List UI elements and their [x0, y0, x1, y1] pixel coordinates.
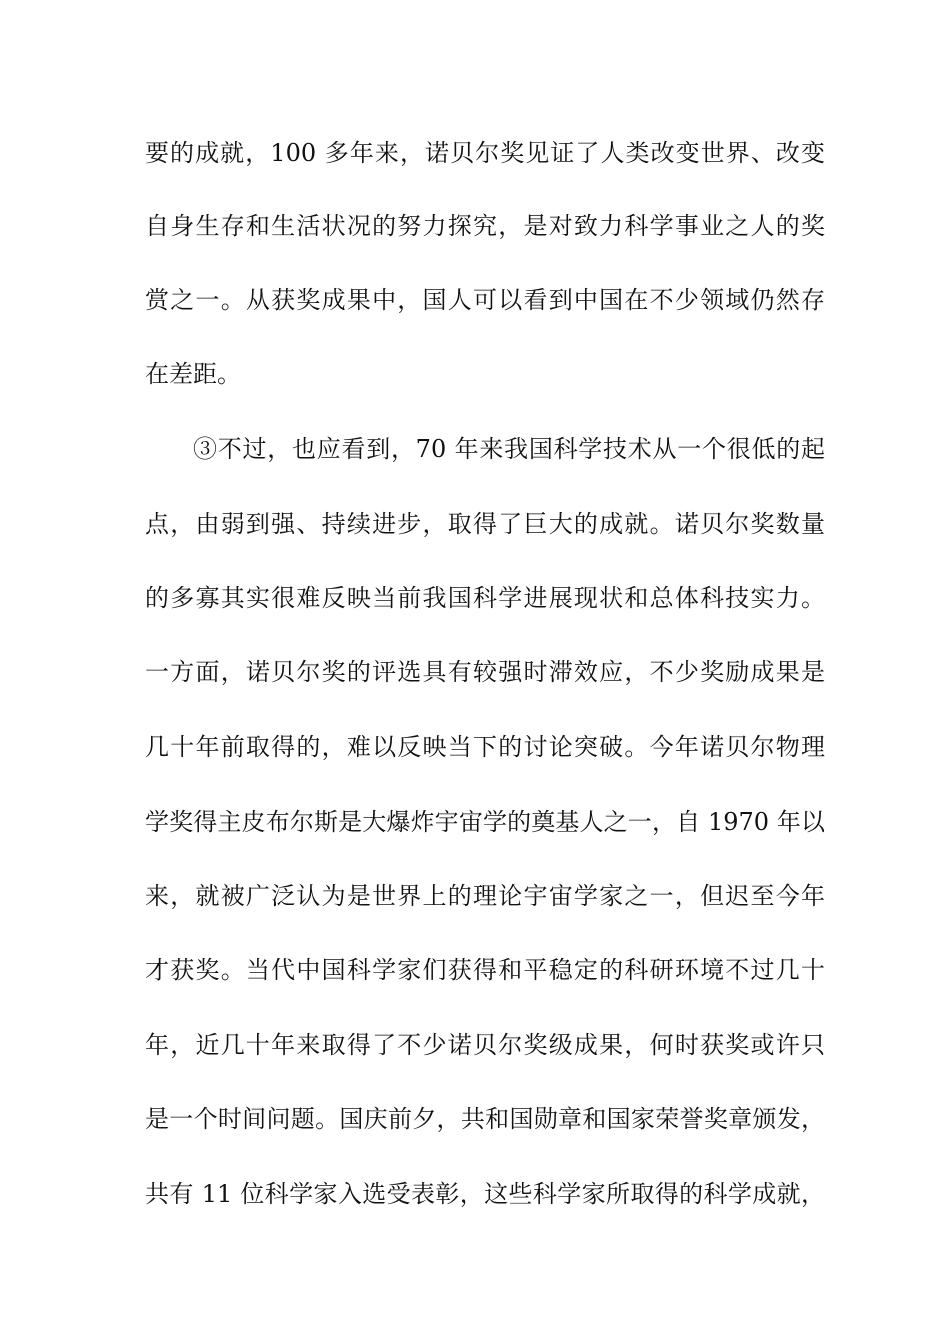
text-line: 几十年前取得的，难以反映当下的讨论突破。今年诺贝尔物理 — [145, 733, 825, 761]
text-line: 学奖得主皮布尔斯是大爆炸宇宙学的奠基人之一，自 1970 年以 — [145, 808, 825, 836]
text-line: 来，就被广泛认为是世界上的理论宇宙学家之一，但迟至今年 — [145, 882, 825, 910]
text-line: 在差距。 — [145, 360, 241, 388]
text-line: 点，由弱到强、持续进步，取得了巨大的成就。诺贝尔奖数量 — [145, 510, 825, 538]
text-line: 的多寡其实很难反映当前我国科学进展现状和总体科技实力。 — [145, 584, 825, 612]
text-line: 共有 11 位科学家入选受表彰，这些科学家所取得的科学成就， — [145, 1180, 825, 1208]
text-line: 一方面，诺贝尔奖的评选具有较强时滞效应，不少奖励成果是 — [145, 658, 825, 686]
text-line: 赏之一。从获奖成果中，国人可以看到中国在不少领域仍然存 — [145, 286, 825, 314]
text-line: 自身生存和生活状况的努力探究，是对致力科学事业之人的奖 — [145, 212, 825, 240]
text-line: 才获奖。当代中国科学家们获得和平稳定的科研环境不过几十 — [145, 956, 825, 984]
text-line: 年，近几十年来取得了不少诺贝尔奖级成果，何时获奖或许只 — [145, 1031, 825, 1059]
paragraph-start-line: ③不过，也应看到，70 年来我国科学技术从一个很低的起 — [193, 435, 825, 463]
text-line: 要的成就，100 多年来，诺贝尔奖见证了人类改变世界、改变 — [145, 139, 825, 167]
text-line: 是一个时间问题。国庆前夕，共和国勋章和国家荣誉奖章颁发， — [145, 1105, 825, 1133]
